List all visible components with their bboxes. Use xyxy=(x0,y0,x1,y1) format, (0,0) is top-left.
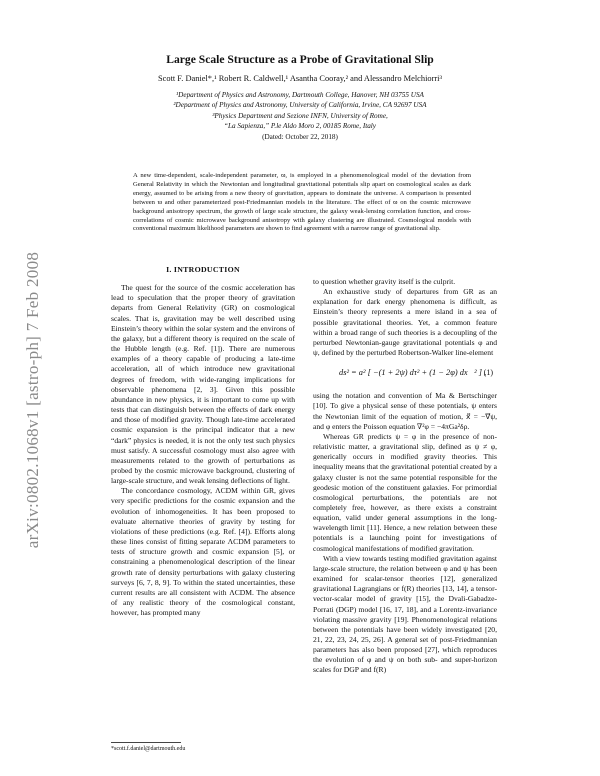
affiliation-2: ²Department of Physics and Astronomy, University of California, Irvine, CA 92697 USA xyxy=(173,101,427,110)
arxiv-identifier-text: arXiv:0802.1068v1 [astro-ph] 7 Feb 2008 xyxy=(23,251,43,549)
affiliation-3-address: “La Sapienza,” P.le Aldo Moro 2, 00185 Rome, Italy xyxy=(224,122,376,131)
equation-body: ds² = a² [ −(1 + 2ψ) dτ² + (1 − 2φ) dx⃗² ] , xyxy=(339,368,487,378)
paragraph: The concordance cosmology, ΛCDM within GR, gives very specific predictions for the cosmic expansion and the evolution of inhomogeneities. It has been proposed to evaluate alternative theories of gravity by testing for violations of these predictions (e.g. Ref. [4]). Efforts along these lines consist of fitting separate ΛCDM parameters to tests of structure growth and cosmic expansion [5], or constraining a phenomenological description of the linear growth rate of density perturbations with galaxy clustering surveys [6, 7, 8, 9]. To within the stated uncertainties, these current results are all consistent with ΛCDM. The absence of any realistic theory of the cosmological constant, however, has prompted many xyxy=(111,486,295,618)
date-line: (Dated: October 22, 2018) xyxy=(262,132,338,141)
affiliation-1: ¹Department of Physics and Astronomy, Dartmouth College, Hanover, NH 03755 USA xyxy=(176,91,424,99)
equation-1 xyxy=(313,362,497,388)
section-heading: I. INTRODUCTION xyxy=(166,265,240,274)
paragraph: With a view towards testing modified gravitation against large-scale structure, the relation between φ and ψ has been examined for scalar-tensor theories [12], generalized gravitational Lagrangians or f(R) theories [13, 14], a tensor-vector-scalar model of gravity [15], the Dvali-Gabadze-Porrati (DGP) model [16, 17, 18], and a Lorentz-invariance violating massive gravity [19]. Phenomenological relations between the potentials have been widely investigated [20, 21, 22, 23, 24, 25, 26]. A general set of post-Friedmannian parameters has also been proposed [27], which reproduces the evolution of φ and ψ on both sub- and super-horizon scales for DGP and f(R) xyxy=(313,553,497,675)
footnote-rule xyxy=(111,742,181,743)
paragraph: using the notation and convention of Ma & Bertschinger [10]. To give a physical sense of these potentials, ψ enters the Newtonian limit of the equation of motion, ẍ⃗ = −∇⃗ψ, and φ enters the Poisson equation ∇²φ = −4πGa²δρ. xyxy=(313,391,497,431)
left-column xyxy=(111,265,295,618)
right-column xyxy=(313,277,497,676)
paragraph: Whereas GR predicts ψ = φ in the presence of non-relativistic matter, a gravitational slip, defined as ψ ≠ φ, generically occurs in modified gravity theories. This inequality means that the gravitational potential created by a galaxy cluster is not the same potential responsible for the geodesic motion of the constituent galaxies. For primordial cosmological perturbations, the potentials are not completely free, however, as there exists a constraint equation, valid under general assumptions in the long-wavelength limit [11]. Hence, a new relation between these potentials is a launching point for investigations of cosmological manifestations of modified gravitation. xyxy=(313,431,497,553)
paragraph-continuation: to question whether gravity itself is the culprit. xyxy=(313,277,456,286)
paragraph: An exhaustive study of departures from GR as an explanation for dark energy phenomena is difficult, as Einstein’s theory represents a mere island in a sea of possible gravitational theories. Yet, a common feature within a broad range of such theories is a decoupling of the perturbed Newtonian-gauge gravitational potentials φ and ψ, defined by the perturbed Robertson-Walker line-element xyxy=(313,287,497,358)
abstract: A new time-dependent, scale-independent parameter, ϖ, is employed in a phenomenological model of the deviation from General Relativity in which the Newtonian and longitudinal gravitational potentials slip apart on cosmological scales as dark energy, assumed to be arising from a new theory of gravitation, appears to dominate the universe. A comparison is presented between ϖ and other parameterized post-Friedmannian models in the literature. The effect of ϖ on the cosmic microwave background anisotropy spectrum, the growth of large scale structure, the galaxy weak-lensing correlation function, and cross-correlations of cosmic microwave background anisotropy with galaxy clustering are illustrated. Cosmological models with conventional maximum likelihood parameters are shown to find agreement with a narrow range of gravitational slip. xyxy=(133,172,471,233)
footnote: *scott.f.daniel@dartmouth.edu xyxy=(111,746,186,752)
equation-number: (1) xyxy=(483,368,493,378)
affiliations xyxy=(0,90,600,142)
arxiv-identifier xyxy=(20,220,46,580)
author-list: Scott F. Daniel*,¹ Robert R. Caldwell,¹ Asantha Cooray,² and Alessandro Melchiorri³ xyxy=(158,74,442,83)
paragraph: The quest for the source of the cosmic acceleration has lead to speculation that the proper theory of gravitation departs from General Relativity (GR) on cosmological scales. That is, gravitation may be well described using Einstein’s theory within the solar system and the environs of the galaxy, but a different theory is required on the scale of the Hubble length (e.g. Ref. [1]). There are numerous examples of a theory capable of producing a late-time acceleration, all of which introduce new gravitational degrees of freedom, with wide-ranging implications for observable phenomena [2, 3]. Given this possible abundance in new physics, it is important to come up with tests that can distinguish between the effects of dark energy and those of modified gravity. Though late-time accelerated cosmic expansion is the principal indicator that a new “dark” physics is needed, it is not the only test such physics must satisfy. A successful cosmology must also agree with measurements related to the growth of perturbations as probed by the cosmic microwave background, clustering of large-scale structure, and weak lensing deflections of light. xyxy=(111,283,295,486)
affiliation-3: ³Physics Department and Sezione INFN, University of Rome, xyxy=(212,111,388,120)
paper-title: Large Scale Structure as a Probe of Gravitational Slip xyxy=(166,53,434,66)
